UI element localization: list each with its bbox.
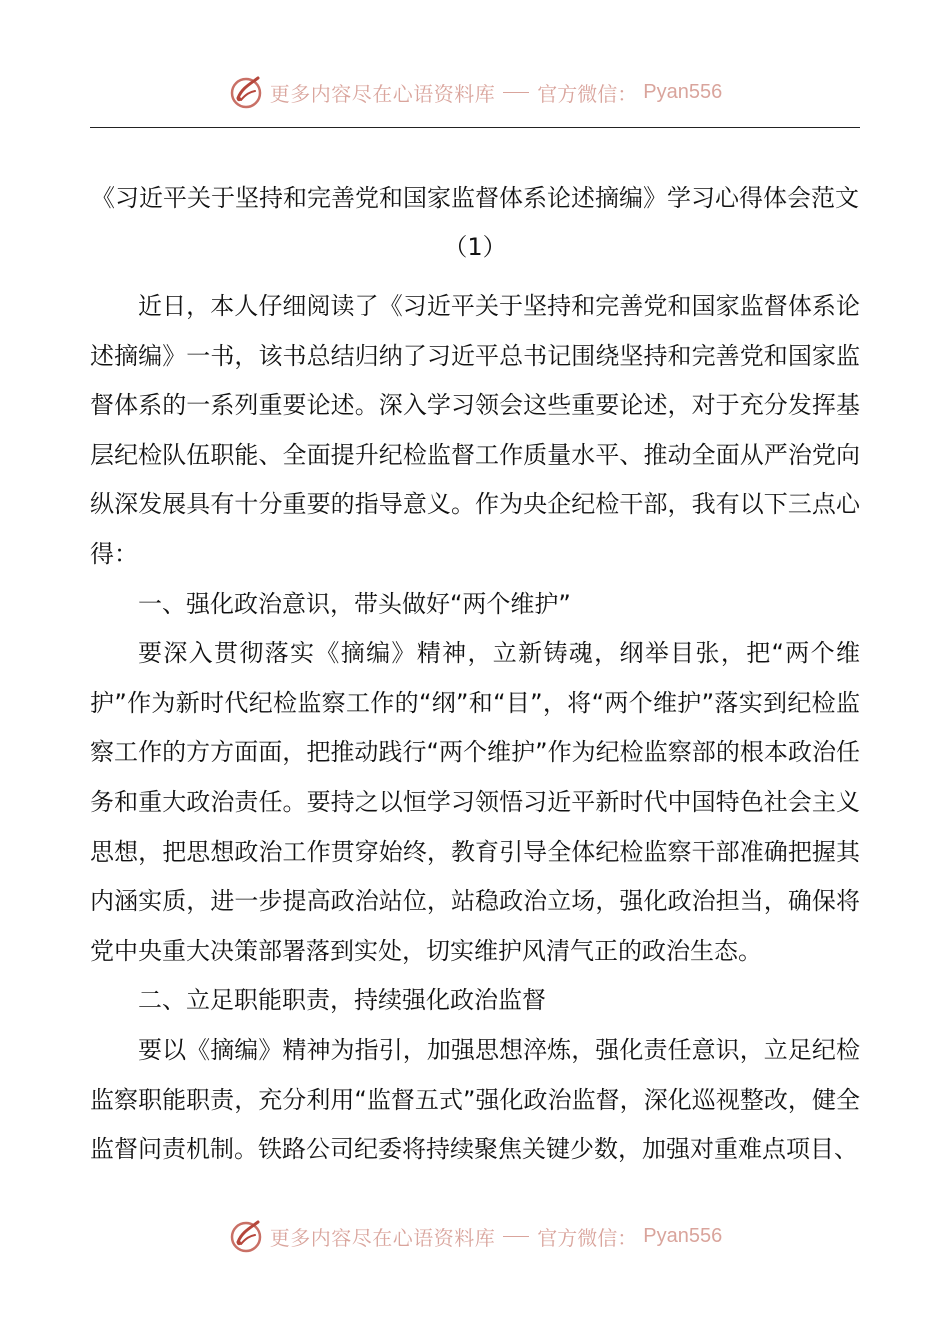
watermark-wechat-label: 官方微信：	[537, 81, 638, 106]
quill-swirl-logo-icon	[228, 1218, 264, 1254]
title-line-2: （1）	[443, 233, 507, 261]
paragraph-section-2: 要以《摘编》精神为指引，加强思想淬炼，强化责任意识，立足纪检监察职能职责，充分利用“监督五式”强化政治监督，深化巡视整改，健全监督问责机制。铁路公司纪委将持续聚焦关键少数，加强对重难点项目、	[90, 1035, 860, 1164]
section-heading-1: 一、强化政治意识，带头做好“两个维护”	[138, 589, 571, 618]
paragraph-intro: 近日，本人仔细阅读了《习近平关于坚持和完善党和国家监督体系论述摘编》一书，该书总结归纳了习近平总书记围绕坚持和完善党和国家监督体系的一系列重要论述。深入学习领会这些重要论述，对于充分发挥基层纪检队伍职能、全面提升纪检监督工作质量水平、推动全面从严治党向纵深发展具有十分重要的指导意义。作为央企纪检干部，我有以下三点心得：	[90, 292, 860, 568]
quill-swirl-logo-icon	[228, 74, 264, 110]
title-line-1: 《习近平关于坚持和完善党和国家监督体系论述摘编》学习心得体会范文	[91, 184, 859, 212]
document-title	[90, 174, 860, 272]
document-body	[90, 282, 860, 1175]
watermark-banner-bottom	[0, 1214, 950, 1258]
watermark-text: 更多内容尽在心语资料库	[269, 1225, 496, 1250]
watermark-banner-top	[0, 70, 950, 114]
header-rule	[90, 127, 860, 128]
watermark-wechat-id: Pyan556	[643, 1224, 723, 1247]
watermark-text: 更多内容尽在心语资料库	[269, 81, 496, 106]
watermark-dash	[503, 92, 529, 93]
watermark-wechat-id: Pyan556	[643, 80, 723, 103]
watermark-wechat-label: 官方微信：	[537, 1225, 638, 1250]
section-heading-2: 二、立足职能职责，持续强化政治监督	[138, 986, 546, 1015]
paragraph-section-1: 要深入贯彻落实《摘编》精神，立新铸魂，纲举目张，把“两个维护”作为新时代纪检监察工作的“纲”和“目”，将“两个维护”落实到纪检监察工作的方方面面，把推动践行“两个维护”作为纪检监察部的根本政治任务和重大政治责任。要持之以恒学习领悟习近平新时代中国特色社会主义思想，把思想政治工作贯穿始终，教育引导全体纪检监察干部准确把握其内涵实质，进一步提高政治站位，站稳政治立场，强化政治担当，确保将党中央重大决策部署落到实处，切实维护风清气正的政治生态。	[90, 639, 860, 965]
watermark-dash	[503, 1236, 529, 1237]
